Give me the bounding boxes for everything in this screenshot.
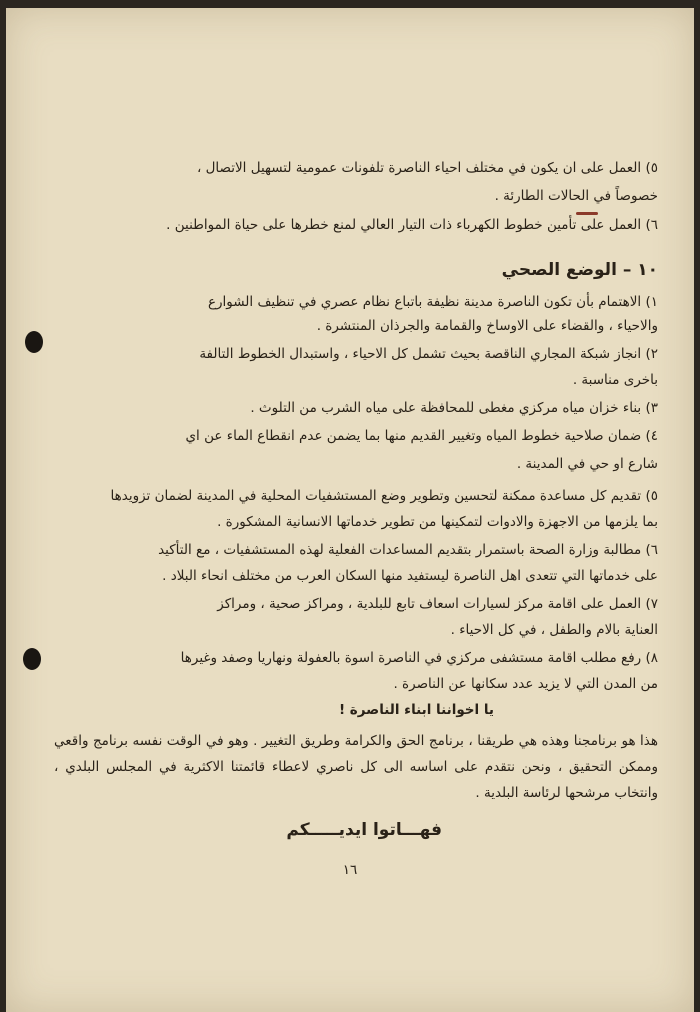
list-item-line: العناية بالام والطفل ، في كل الاحياء . — [450, 622, 658, 638]
list-item-line: ٦) مطالبة وزارة الصحة باستمرار بتقديم المساعدات الفعلية لهذه المستشفيات ، مع التأكيد — [158, 542, 658, 558]
list-item-line: على خدماتها التي تتعدى اهل الناصرة ليستفيد منها السكان العرب من مختلف انحاء البلاد . — [162, 568, 658, 584]
list-item-line: ٥) العمل على ان يكون في مختلف احياء الناصرة تلفونات عمومية لتسهيل الاتصال ، — [196, 160, 658, 176]
section-heading: ١٠ – الوضع الصحي — [501, 260, 658, 280]
punch-hole — [23, 648, 41, 670]
list-item-line: خصوصاً في الحالات الطارئة . — [494, 188, 658, 204]
list-item-line: باخرى مناسبة . — [572, 372, 658, 388]
list-item-line: ٧) العمل على اقامة مركز لسيارات اسعاف تابع للبلدية ، ومراكز صحية ، ومراكز — [217, 596, 658, 612]
list-item-line: ١) الاهتمام بأن تكون الناصرة مدينة نظيفة باتباع نظام عصري في تنظيف الشوارع — [207, 294, 658, 310]
page-number: ١٦ — [342, 862, 358, 878]
list-item-line: ٤) ضمان صلاحية خطوط المياه وتغيير القديم منها بما يضمن عدم انقطاع الماء عن اي — [185, 428, 658, 444]
list-item-line: شارع او حي في المدينة . — [516, 456, 658, 472]
punch-hole — [25, 331, 43, 353]
list-item-line: ٥) تقديم كل مساعدة ممكنة لتحسين وتطوير وضع المستشفيات المحلية في المدينة لضمان تزويدها — [110, 488, 658, 504]
document-page — [6, 8, 694, 1012]
list-item-line: من المدن التي لا يزيد عدد سكانها عن الناصرة . — [393, 676, 658, 692]
list-item-line: ٨) رفع مطلب اقامة مستشفى مركزي في الناصرة اسوة بالعفولة ونهاريا وصفد وغيرها — [180, 650, 658, 666]
closing-paragraph: هذا هو برنامجنا وهذه هي طريقنا ، برنامج الحق والكرامة وطريق التغيير . وهو في الوقت نفسه برنامج واقعي وممكن التحقيق ، ونحن نتقدم على اساسه الى كل ناصري لاعطاء قائمتنا الاكثرية في المجلس البلدي ، وانتخاب مرشحها لرئاسة البلدية . — [54, 733, 658, 801]
list-item-line: بما يلزمها من الاجهزة والادوات لتمكينها من تطوير خدماتها الانسانية المشكورة . — [217, 514, 658, 530]
closing-slogan: فهـــاتوا ايديـــــكم — [286, 820, 442, 840]
list-item-line: ٣) بناء خزان مياه مركزي مغطى للمحافظة على مياه الشرب من التلوث . — [250, 400, 658, 416]
list-item-line: ٦) العمل على تأمين خطوط الكهرباء ذات التيار العالي لمنع خطرها على حياة المواطنين . — [166, 217, 658, 233]
appeal-heading: يا اخواننا ابناء الناصرة ! — [338, 702, 494, 718]
list-item-line: والاحياء ، والقضاء على الاوساخ والقمامة والجرذان المنتشرة . — [316, 318, 658, 334]
list-item-line: ٢) انجاز شبكة المجاري الناقصة بحيث تشمل كل الاحياء ، واستبدال الخطوط التالفة — [199, 346, 658, 362]
